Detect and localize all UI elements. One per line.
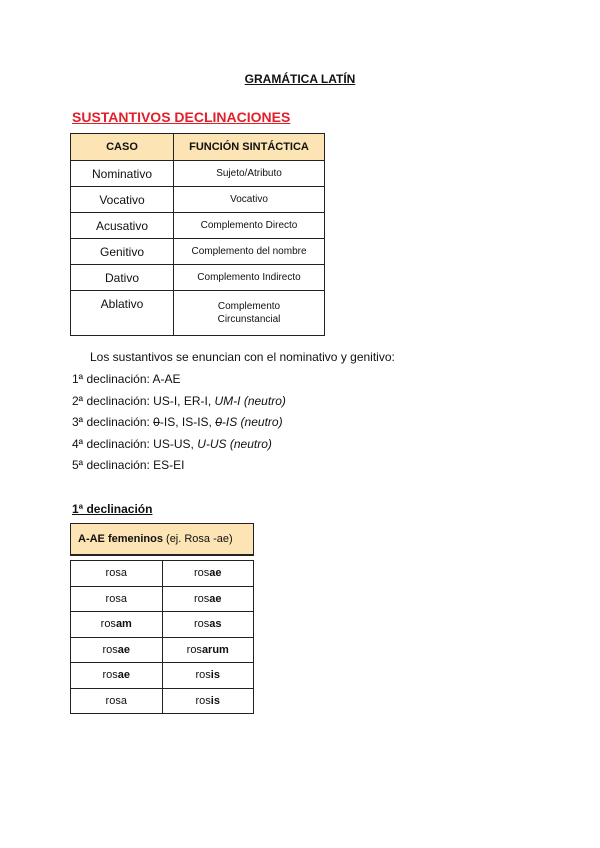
document-title: GRAMÁTICA LATÍN bbox=[244, 72, 356, 86]
case-name: Vocativo bbox=[71, 187, 174, 213]
word-stem: ros bbox=[105, 592, 121, 605]
word-ending: ae bbox=[209, 592, 222, 605]
word-ending: arum bbox=[201, 643, 229, 656]
cases-table bbox=[70, 133, 325, 336]
singular-form bbox=[71, 586, 163, 612]
table-row bbox=[71, 187, 325, 213]
word-stem: ros bbox=[105, 567, 121, 580]
declension-neuter: -IS (neutro) bbox=[221, 415, 283, 429]
case-function: Complemento Indirecto bbox=[174, 265, 325, 291]
case-function: Vocativo bbox=[174, 187, 325, 213]
word-ending: is bbox=[210, 694, 220, 707]
plural-form bbox=[162, 586, 254, 612]
word-ending: a bbox=[120, 567, 127, 580]
declension-list bbox=[72, 372, 286, 480]
word-stem: ros bbox=[105, 694, 121, 707]
case-function: Complemento del nombre bbox=[174, 239, 325, 265]
section-heading: SUSTANTIVOS DECLINACIONES bbox=[72, 109, 291, 125]
declension-endings: -IS, IS-IS, bbox=[159, 415, 216, 429]
plural-form bbox=[162, 637, 254, 663]
table-row bbox=[71, 265, 325, 291]
word-stem: ros bbox=[193, 567, 210, 580]
declension-neuter: UM-I (neutro) bbox=[214, 393, 286, 408]
word-stem: ros bbox=[102, 669, 118, 682]
column-header-funcion: FUNCIÓN SINTÁCTICA bbox=[174, 134, 325, 161]
word-ending: as bbox=[209, 618, 222, 631]
table-row bbox=[71, 663, 254, 689]
word-ending: ae bbox=[117, 669, 131, 682]
case-name: Genitivo bbox=[71, 239, 174, 265]
declension-label: 4ª declinación: bbox=[72, 436, 154, 451]
word-ending: a bbox=[120, 694, 127, 707]
table-row bbox=[71, 239, 325, 265]
word-stem: ros bbox=[195, 669, 211, 682]
declension-example: (ej. Rosa -ae) bbox=[162, 533, 233, 545]
plural-form bbox=[162, 561, 254, 587]
table-row bbox=[71, 161, 325, 187]
table-row bbox=[71, 688, 254, 714]
list-item bbox=[72, 458, 286, 480]
case-function bbox=[174, 291, 325, 336]
declension-strike: 0 bbox=[153, 415, 160, 429]
singular-form bbox=[71, 663, 163, 689]
singular-form bbox=[71, 561, 163, 587]
singular-form bbox=[71, 612, 163, 638]
word-stem: ros bbox=[193, 618, 210, 631]
declension-endings: US-US, bbox=[153, 436, 198, 451]
word-ending: ae bbox=[209, 567, 222, 580]
word-ending: a bbox=[120, 592, 127, 605]
declension-endings: ES-EI bbox=[153, 458, 185, 472]
list-item bbox=[72, 394, 286, 416]
table-row bbox=[71, 561, 254, 587]
table-row bbox=[71, 213, 325, 239]
case-function: Sujeto/Atributo bbox=[174, 161, 325, 187]
case-name: Acusativo bbox=[71, 213, 174, 239]
case-function-line: Complemento bbox=[217, 301, 281, 312]
declension-label: 2ª declinación: bbox=[72, 393, 154, 408]
declension-table-header bbox=[71, 524, 254, 556]
declension-label: 5ª declinación: bbox=[72, 458, 154, 472]
table-row bbox=[71, 612, 254, 638]
declension-strike: 0 bbox=[215, 415, 222, 429]
intro-paragraph: Los sustantivos se enuncian con el nominativo y genitivo: bbox=[90, 350, 395, 364]
declension-label: 1ª declinación: bbox=[72, 372, 153, 386]
word-stem: ros bbox=[100, 618, 116, 631]
declension-neuter: U-US (neutro) bbox=[197, 436, 272, 451]
singular-form bbox=[71, 637, 163, 663]
case-name: Dativo bbox=[71, 265, 174, 291]
case-function-line: Circunstancial bbox=[217, 314, 281, 325]
first-declension-heading: 1ª declinación bbox=[72, 502, 153, 516]
declension-endings: A-AE bbox=[152, 372, 181, 386]
table-header-row bbox=[71, 524, 254, 556]
case-function: Complemento Directo bbox=[174, 213, 325, 239]
word-ending: ae bbox=[117, 643, 131, 656]
table-row bbox=[71, 291, 325, 336]
word-stem: ros bbox=[195, 694, 211, 707]
word-stem: ros bbox=[186, 643, 202, 656]
table-header-row bbox=[71, 134, 325, 161]
singular-form bbox=[71, 688, 163, 714]
word-ending: am bbox=[115, 618, 132, 631]
table-row bbox=[71, 637, 254, 663]
list-item bbox=[72, 415, 286, 437]
plural-form bbox=[162, 612, 254, 638]
plural-form bbox=[162, 688, 254, 714]
case-name: Ablativo bbox=[71, 291, 174, 336]
list-item bbox=[72, 372, 286, 394]
word-stem: ros bbox=[102, 643, 118, 656]
declension-type: A-AE femeninos bbox=[78, 533, 163, 545]
declension-endings: US-I, ER-I, bbox=[153, 393, 215, 408]
table-row bbox=[71, 586, 254, 612]
word-ending: is bbox=[210, 669, 220, 682]
rosa-declension-table bbox=[70, 523, 254, 714]
word-stem: ros bbox=[193, 592, 210, 605]
declension-label: 3ª declinación: bbox=[72, 415, 154, 429]
column-header-caso: CASO bbox=[71, 134, 174, 161]
plural-form bbox=[162, 663, 254, 689]
case-name: Nominativo bbox=[71, 161, 174, 187]
list-item bbox=[72, 437, 286, 459]
